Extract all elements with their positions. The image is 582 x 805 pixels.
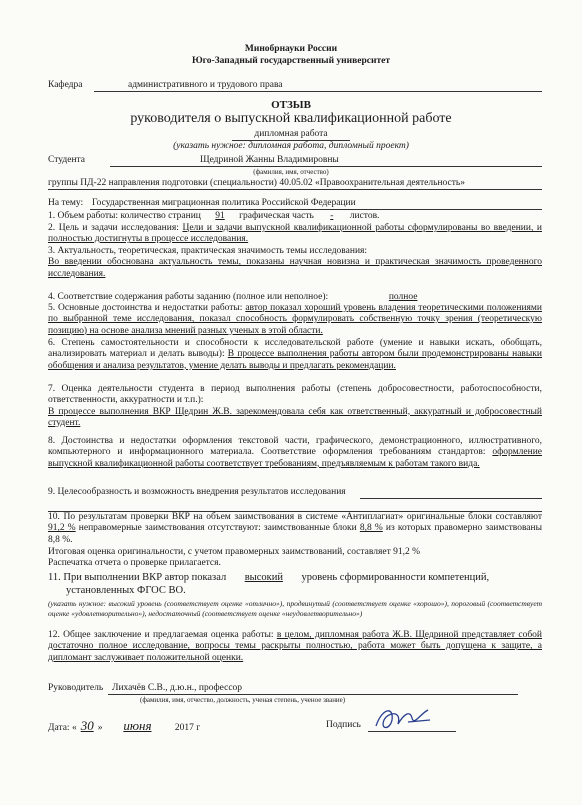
department-label: Кафедра (48, 80, 83, 90)
supervisor-underline (108, 694, 518, 695)
item-11-hint: (указать нужное: высокий уровень (соответствует оценке «отлично»), продвинутый (соответствует оценке «хорошо»), пороговый (соответствует оценке «удовлетворительно»), недостаточный (соответствует оценке «неудовлетворительно») (48, 599, 542, 618)
item-6-independence: 6. Степень самостоятельности и способности к исследовательской работе (умение и навыки искать, обобщать, анализировать материал и делать выводы): В процессе выполнения работы автором были продемонстрированы навыки обобщения и анализа результатов, умение делать выводы и предлагать рекомендации. (48, 338, 542, 371)
item-10-total: Итоговая оценка оригинальности, с учетом правомерных заимствований, составляет 91,2 % (48, 547, 421, 557)
work-type: дипломная работа (254, 129, 328, 139)
group-direction-line: группы ПД-22 направления подготовки (специальности) 40.05.02 «Правоохранительная деятельность» (48, 178, 465, 188)
item-4-compliance: 4. Соответствие содержания работы заданию (полное или неполное): полное (48, 292, 418, 302)
document-subtitle: руководителя о выпускной квалификационной работе (130, 111, 452, 126)
item-10-antiplagiarism: 10. По результатам проверки ВКР на объем заимствования в системе «Антиплагиат» оригинальные блоки составляют 91,2 % неправомерные заимствования отсутствуют: заимствованные блоки 8,8 % из которых правомерно заимствованы 8,8 %. (48, 512, 542, 545)
item-5-merits: 5. Основные достоинства и недостатки работы: автор показал хороший уровень владения теоретическими положениями по выбранной теме исследования, показал способность формулировать собственную точку зрения (теоретическую позицию) на основе анализа мнений разных ученых в этой области. (48, 303, 542, 336)
ministry-header: Минобрнауки России (244, 44, 338, 54)
student-name: Щедриной Жанны Владимировны (200, 155, 339, 165)
work-type-hint: (указать нужное: дипломная работа, дипломный проект) (173, 141, 409, 151)
student-underline (110, 166, 542, 167)
group-underline (48, 189, 542, 190)
item-2-goals: 2. Цель и задачи исследования: Цели и задачи выпускной квалификационной работы сформулированы во введении, и полностью достигнуты в процессе исследования. (48, 223, 543, 245)
student-label: Студента (48, 155, 86, 165)
item-9-implementation: 9. Целесообразность и возможность внедрения результатов исследования (48, 487, 346, 497)
item-7-student-assessment: 7. Оценка деятельности студента в период выполнения работы (степень добросовестности, работоспособности, ответственности, аккуратности и т.п.): В процессе выполнения ВКР Щедрин Ж.В. зарекомендовала себя как ответственный, аккуратный и добросовестный студент. (48, 384, 542, 428)
item-11-fgos: установленных ФГОС ВО. (66, 585, 186, 596)
date-field: Дата: « 30 » июня 2017 г (48, 718, 201, 733)
item-1-volume: 1. Объем работы: количество страниц 91 графическая часть - листов. (48, 211, 380, 221)
item-11-competence: 11. При выполнении ВКР автор показал высокий уровень сформированности компетенций, (48, 572, 490, 583)
supervisor-value: Лихачёв С.В., д.ю.н., профессор (112, 683, 243, 693)
department-value: административного и трудового права (128, 80, 283, 90)
item-3-relevance: 3. Актуальность, теоретическая, практическая значимость темы исследования: Во введении обоснована актуальность темы, показаны научная новизна и практическая значимость проведенного исследования. (48, 246, 542, 279)
handwritten-signature (368, 704, 440, 734)
supervisor-caption: (фамилия, имя, отчество, должность, ученая степень, ученое звание) (140, 696, 346, 704)
department-underline (94, 91, 542, 92)
supervisor-label: Руководитель (48, 683, 104, 693)
signature-label: Подпись (326, 720, 361, 730)
item-9-underline-1 (360, 498, 542, 499)
topic-label: На тему: (48, 198, 84, 208)
item-8-formatting: 8. Достоинства и недостатки оформления текстовой части, графического, демонстрационного, иллюстративного, компьютерного и информационного материала. Соответствие оформления требованиям стандартов: оформление выпускной квалификационной работы соответствует требованиям, предъявляемым к работам такого вида. (48, 436, 542, 469)
topic-value: Государственная миграционная политика Российской Федерации (92, 198, 356, 208)
university-header: Юго-Западный государственный университет (191, 56, 390, 66)
student-name-caption: (фамилия, имя, отчество) (253, 168, 329, 176)
topic-underline (90, 209, 542, 210)
document-title: ОТЗЫВ (271, 99, 311, 111)
item-10-printout: Распечатка отчета о проверке прилагается. (48, 558, 221, 568)
item-12-conclusion: 12. Общее заключение и предлагаемая оценка работы: в целом, дипломная работа Ж.В. Щедриной представляет собой достаточно полное исследование, вопросы темы раскрыты полностью, работа может быть допущена к защите, а дипломант заслуживает положительной оценки. (48, 630, 542, 663)
